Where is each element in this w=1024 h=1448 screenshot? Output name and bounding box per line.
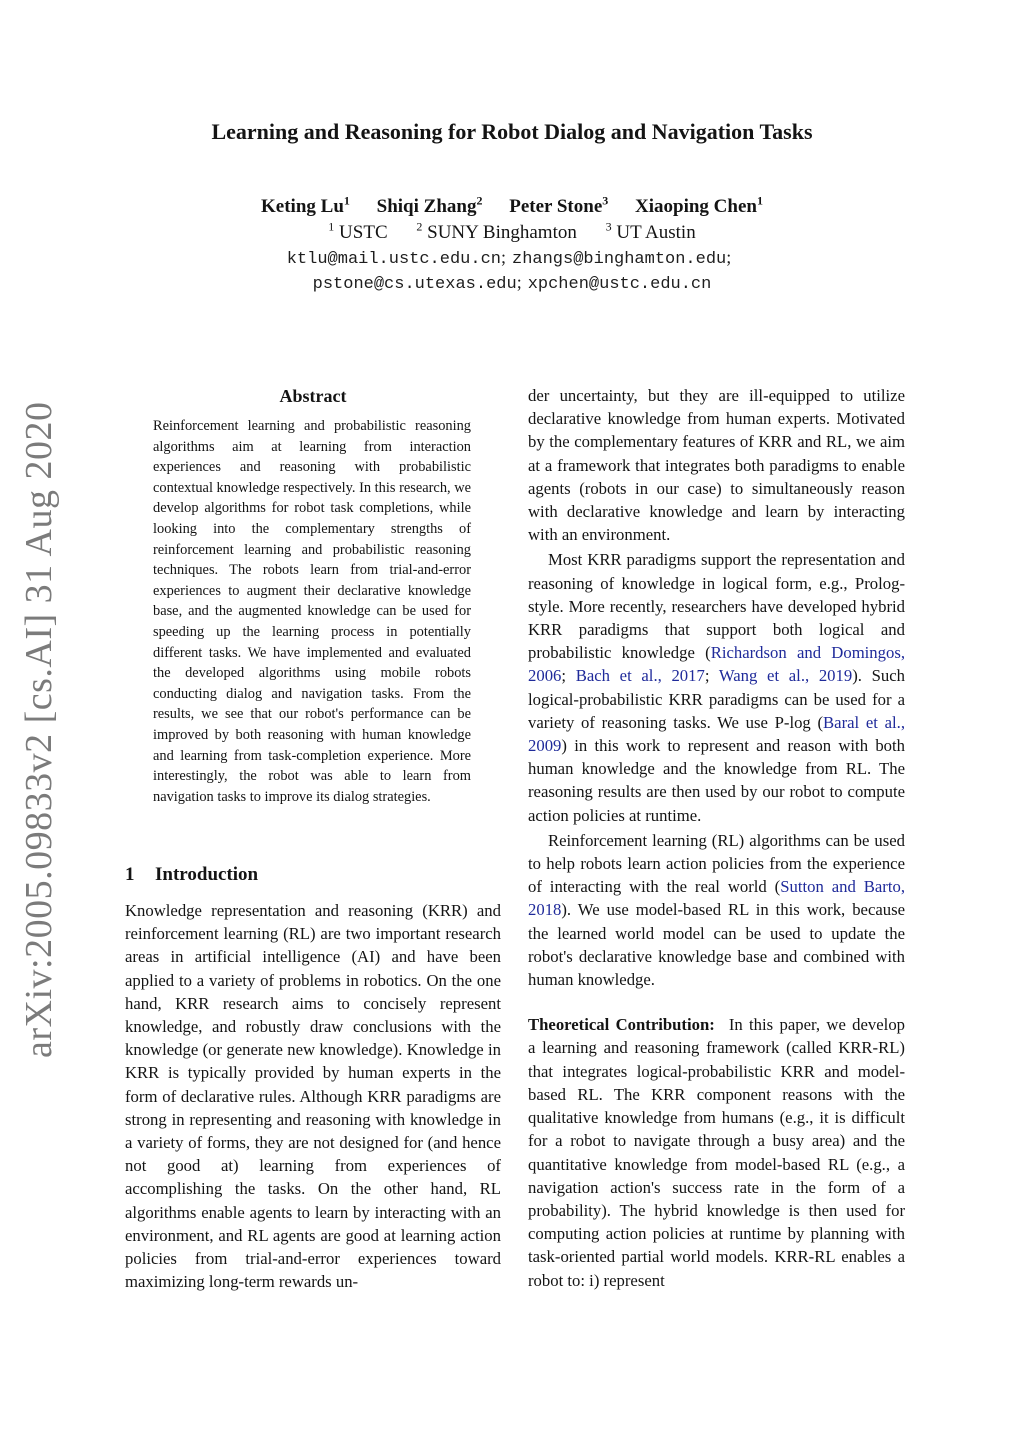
author-name: Shiqi Zhang [376,196,477,217]
author-affiliation-marker: 2 [476,193,483,208]
affiliation-name: SUNY Binghamton [427,222,577,243]
contribution-paragraph [528,1013,905,1291]
author-name: Xiaoping Chen [635,196,757,217]
paragraph-text: Most KRR paradigms support the representation and reasoning of knowledge in logical form, e.g., Prolog-style. More recently, researchers have developed hybrid KRR paradigms that support both logical and probabilistic knowledge ( [528,550,905,663]
section-number: 1 [125,864,135,885]
paragraph-text: ). Such logical-probabilistic KRR paradigms can be used for a variety of reasoning tasks. We use P-log ( [528,666,906,732]
author-affiliation-marker: 1 [343,193,350,208]
abstract-heading: Abstract [279,386,347,406]
author-list [0,193,1024,221]
affiliation [328,219,388,243]
citation-link[interactable]: Bach et al., 2017 [575,666,705,686]
author [635,193,763,217]
author [509,193,609,217]
author-name: Peter Stone [509,196,603,217]
affiliation-marker: 3 [605,219,612,234]
contribution-lead: Theoretical Contribution: [528,1015,715,1035]
citation-link[interactable]: Richardson and Domingos, 2006 [528,643,906,686]
section-heading-introduction [125,862,501,888]
citation-link[interactable]: Sutton and Barto, 2018 [528,877,905,920]
affiliation-marker: 1 [328,219,335,234]
author-email[interactable]: xpchen@ustc.edu.cn [527,275,712,294]
paragraph-text: ) in this work to represent and reason with both human knowledge and the knowledge from RL. The reasoning results are then used by our robot to compute action policies at runtime. [528,736,905,825]
paragraph-text: ). We use model-based RL in this work, because the learned world model can be used to update the robot's declarative knowledge base and combined with human knowledge. [528,900,905,990]
email-separator: ; [516,272,522,292]
affiliation-name: USTC [339,222,388,243]
author-email[interactable]: pstone@cs.utexas.edu [312,275,517,294]
email-line-2 [0,270,1024,297]
author [261,193,350,217]
email-separator: ; [500,247,506,267]
email-separator: ; [726,247,732,267]
section-title: Introduction [155,864,259,885]
right-column [528,384,905,1308]
author-email[interactable]: ktlu@mail.ustc.edu.cn [286,250,501,269]
arxiv-identifier-stamp: arXiv:2005.09833v2 [cs.AI] 31 Aug 2020 [18,401,60,1058]
abstract-text: Reinforcement learning and probabilistic reasoning algorithms aim at learning from interaction experiences and reasoning with probabilistic contextual knowledge respectively. In this research, we develop algorithms for robot task completions, while looking into the complementary strengths of reinforcement learning and probabilistic reasoning techniques. The robots learn from trial-and-error experiences to augment their declarative knowledge base, and the augmented knowledge can be used for speeding up the learning process in potentially different tasks. We have implemented and evaluated the developed algorithms using mobile robots conducting dialog and navigation tasks. From the results, we see that our robot's performance can be improved by both reasoning with human knowledge and learning from task-completion experience. More interestingly, the robot was able to learn from navigation tasks to improve its dialog strategies. [153,418,471,805]
paragraph-text: Reinforcement learning (RL) algorithms can be used to help robots learn action policies from the experience of interacting with the real world ( [528,830,905,897]
citation-link[interactable]: Wang et al., 2019 [718,666,853,686]
author-name: Keting Lu [261,196,344,217]
affiliation [605,219,696,243]
author-email[interactable]: zhangs@binghamton.edu [512,250,727,269]
body-paragraph: der uncertainty, but they are ill-equipped to utilize declarative knowledge from human experts. Motivated by the complementary features of KRR and RL, we aim at a framework that integrates both paradigms to enable agents (robots in our case) to simultaneously reason with declarative knowledge and learn by interacting with an environment. [528,386,905,545]
introduction-paragraph: Knowledge representation and reasoning (KRR) and reinforcement learning (RL) are two important research areas in artificial intelligence (AI) and have been applied to a variety of problems in robotics. On the one hand, KRR research aims to concisely represent knowledge, and robustly draw conclusions with the knowledge (or generate new knowledge). Knowledge in KRR is typically provided by human experts in the form of declarative rules. Although KRR paradigms are strong in representing and reasoning with knowledge in a variety of forms, they are not designed for (and hence not good at) learning from experiences of accomplishing the tasks. On the other hand, RL algorithms enable agents to learn by interacting with an environment, and RL agents are good at learning action policies from trial-and-error experiences toward maximizing long-term rewards un- [125,901,501,1292]
affiliation-marker: 2 [416,219,423,234]
affiliation-name: UT Austin [616,222,696,243]
affiliation [416,219,577,243]
author [376,193,483,217]
body-paragraph [528,829,905,991]
paragraph-text: In this paper, we develop a learning and reasoning framework (called KRR-RL) that integrates logical-probabilistic KRR and model-based RL. The KRR component reasons with the qualitative knowledge from humans (e.g., it is difficult for a robot to navigate through a busy area) and the quantitative knowledge from model-based RL (e.g., a navigation action's success rate in the form of a probability). The hybrid knowledge is then used for computing action policies at runtime by planning with task-oriented partial world models. KRR-RL enables a robot to: i) represent [528,1015,906,1290]
email-line-1 [0,245,1024,272]
affiliation-list [0,220,1024,246]
citation-link[interactable]: Baral et al., 2009 [528,712,905,756]
paper-title: Learning and Reasoning for Robot Dialog and Navigation Tasks [211,119,813,144]
author-affiliation-marker: 1 [756,193,763,208]
body-paragraph: Most KRR paradigms support the representation and reasoning of knowledge in logical form, e.g., Prolog-style. More recently, researchers have developed hybrid KRR paradigms that support both logical and probabilistic knowledge (Richardson and Domingos, 2006; Bach et al., 2017; Wang et al., 2019). Such logical-probabilistic KRR paradigms can be used for a variety of reasoning tasks. We use P-log (Baral et al., 2009) in this work to represent and reason with both human knowledge and the knowledge from RL. The reasoning results are then used by our robot to compute action policies at runtime. [528,550,906,825]
author-affiliation-marker: 3 [602,193,609,208]
